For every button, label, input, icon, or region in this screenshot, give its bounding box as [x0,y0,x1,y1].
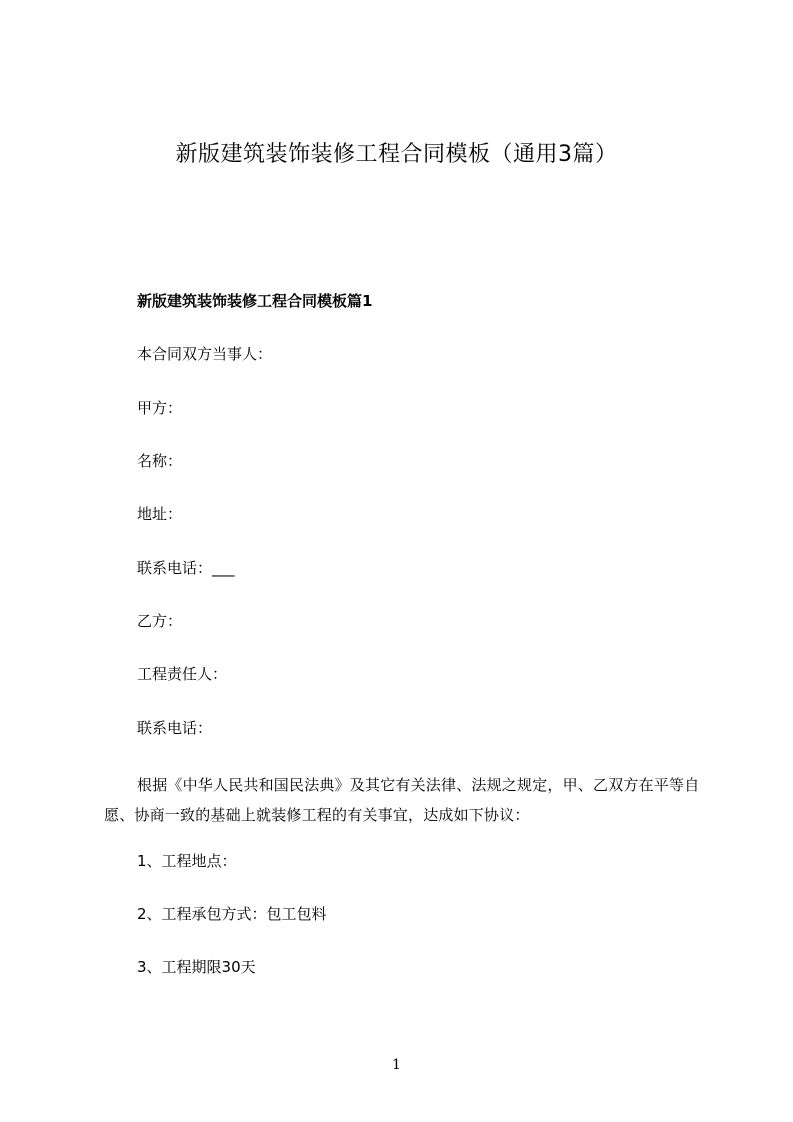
section-title: 新版建筑装饰装修工程合同模板篇1 [137,292,373,310]
clause-3: 3、工程期限30天 [137,958,256,976]
document-title: 新版建筑装饰装修工程合同模板（通用3篇） [175,142,618,167]
phone-b-line: 联系电话： [137,719,213,737]
party-b-line: 乙方： [137,612,183,630]
party-a-line: 甲方： [137,399,183,417]
clause-2: 2、工程承包方式：包工包料 [137,905,327,923]
name-line: 名称： [137,452,183,470]
page-number: 1 [392,1057,401,1073]
phone-a-line: 联系电话：___ [137,559,235,577]
responsible-line: 工程责任人： [137,665,228,683]
address-line: 地址： [137,505,183,523]
agreement-paragraph: 根据《中华人民共和国民法典》及其它有关法律、法规之规定，甲、乙双方在平等自愿、协商一致的基础上就装修工程的有关事宜，达成如下协议： [104,776,700,824]
clause-1: 1、工程地点： [137,852,237,870]
parties-line: 本合同双方当事人： [137,345,273,363]
